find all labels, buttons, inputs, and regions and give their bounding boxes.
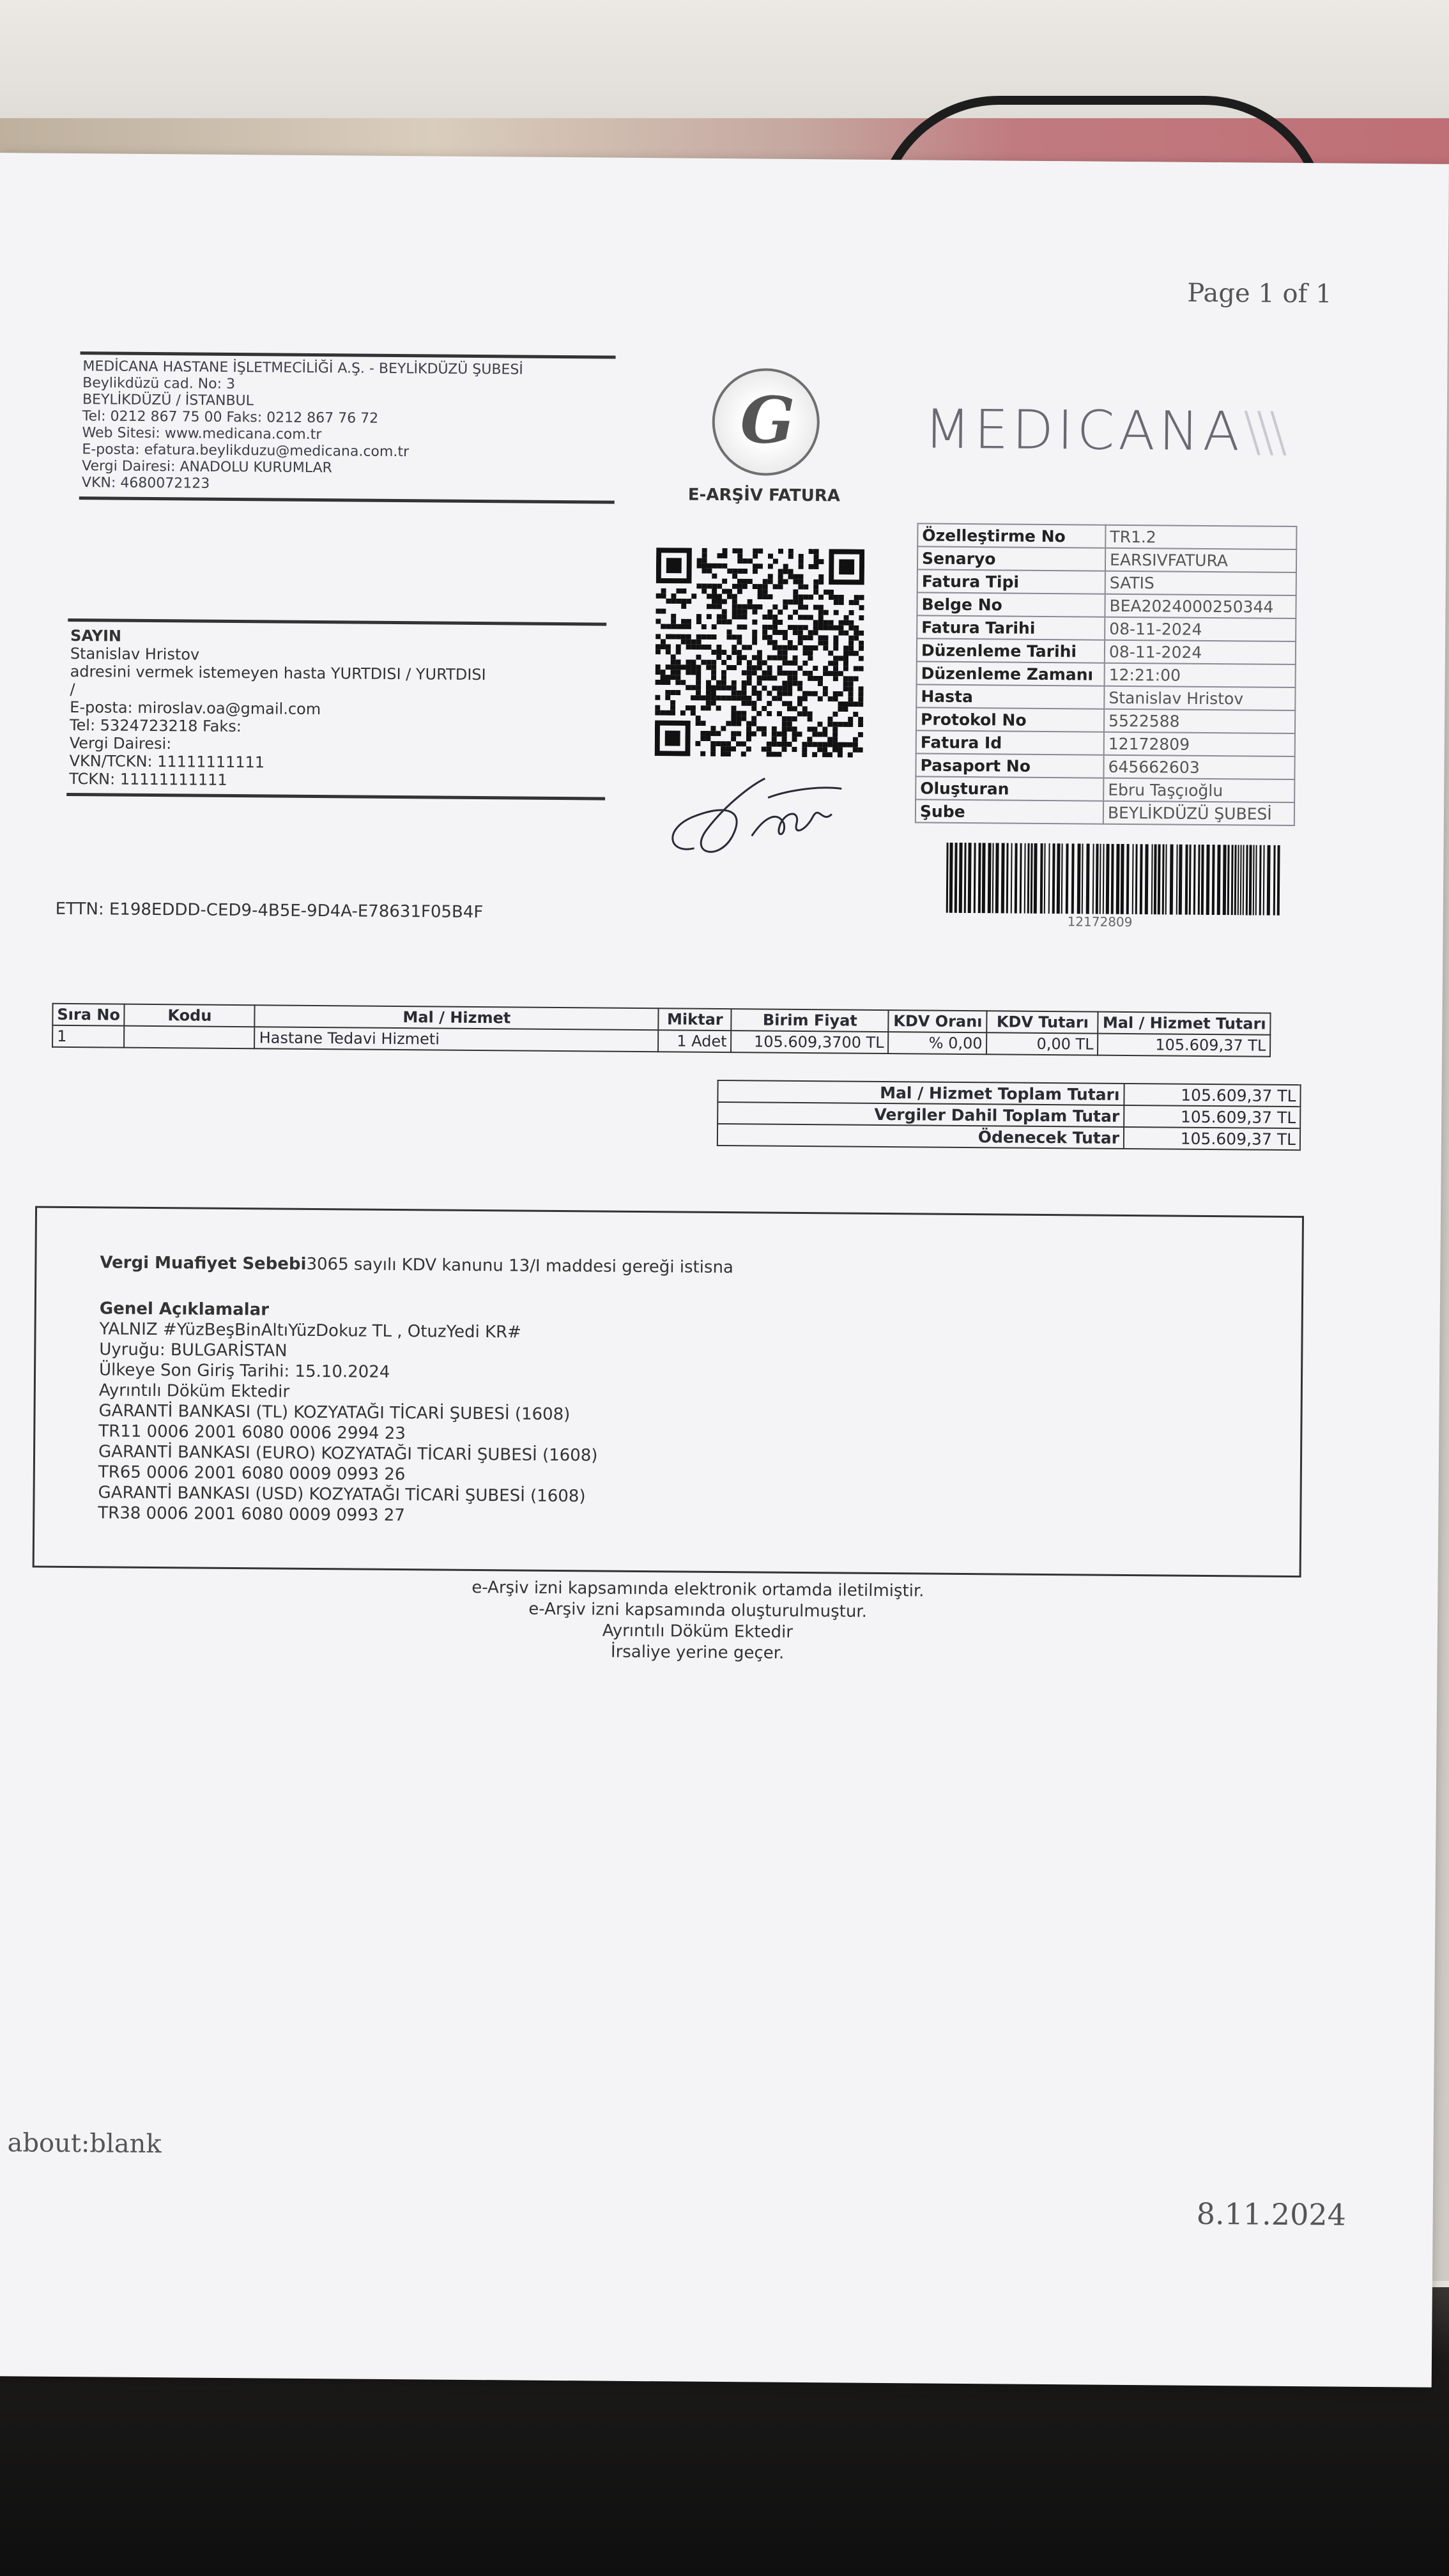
cell-kodu	[125, 1026, 255, 1049]
footer-line: İrsaliye yerine geçer.	[610, 1642, 785, 1663]
info-row	[916, 707, 1295, 733]
document-title: E-ARŞİV FATURA	[687, 485, 841, 506]
info-value: 5522588	[1104, 709, 1295, 733]
col-header: Miktar	[659, 1008, 732, 1031]
info-label: Hasta	[916, 684, 1104, 709]
info-row	[917, 661, 1296, 687]
info-value: 645662603	[1103, 755, 1294, 779]
note-line: TR38 0006 2001 6080 0009 0993 27	[98, 1503, 405, 1526]
info-label: Senaryo	[917, 546, 1105, 571]
print-date: 8.11.2024	[1196, 2196, 1347, 2232]
col-header: KDV Oranı	[889, 1010, 987, 1032]
col-header: Birim Fiyat	[732, 1009, 889, 1032]
note-line: Ayrıntılı Döküm Ektedir	[98, 1381, 290, 1402]
cell-miktar: 1 Adet	[658, 1030, 731, 1052]
note-line: YALNIZ #YüzBeşBinAltıYüzDokuz TL , OtuzYedi KR#	[99, 1319, 522, 1342]
info-label: Protokol No	[916, 707, 1104, 732]
barcode-number: 12172809	[1067, 914, 1133, 930]
col-header: KDV Tutarı	[987, 1011, 1098, 1033]
buyer-line: Stanislav Hristov	[70, 644, 200, 664]
qr-code-icon	[655, 548, 865, 758]
general-heading: Genel Açıklamalar	[99, 1299, 270, 1320]
info-label: Fatura Id	[916, 730, 1104, 755]
info-value: 12172809	[1104, 732, 1295, 756]
info-value: TR1.2	[1105, 525, 1296, 549]
issuer-line: Web Sitesi: www.medicana.com.tr	[82, 425, 322, 443]
totals-label: Vergiler Dahil Toplam Tutar	[717, 1102, 1124, 1127]
note-line: TR11 0006 2001 6080 0006 2994 23	[98, 1422, 406, 1444]
note-line: TR65 0006 2001 6080 0009 0993 26	[98, 1462, 406, 1485]
info-value: BEA2024000250344	[1105, 594, 1296, 618]
issuer-block	[79, 351, 616, 504]
info-row	[916, 730, 1295, 756]
totals-value: 105.609,37 TL	[1124, 1084, 1300, 1107]
info-row	[916, 799, 1294, 825]
info-row	[916, 684, 1295, 710]
info-row	[916, 776, 1294, 802]
ettn-code: ETTN: E198EDDD-CED9-4B5E-9D4A-E78631F05B4F	[55, 899, 484, 923]
info-row	[917, 523, 1296, 549]
info-value: 08-11-2024	[1105, 640, 1296, 664]
info-label: Düzenleme Zamanı	[917, 661, 1105, 686]
notes-block	[98, 1252, 733, 1528]
col-header: Sıra No	[52, 1004, 125, 1026]
info-row	[916, 753, 1294, 779]
note-line: Uyruğu: BULGARİSTAN	[99, 1340, 288, 1361]
note-line: Ülkeye Son Giriş Tarihi: 15.10.2024	[98, 1360, 390, 1382]
medicana-logo: MEDICANA\\\	[924, 397, 1283, 463]
cell-sira: 1	[52, 1025, 125, 1048]
buyer-line: VKN/TCKN: 11111111111	[69, 751, 265, 772]
totals-row	[717, 1124, 1300, 1150]
info-value: BEYLİKDÜZÜ ŞUBESİ	[1103, 801, 1294, 825]
invoice-info-table	[915, 523, 1298, 826]
issuer-line: Tel: 0212 867 75 00 Faks: 0212 867 76 72	[82, 408, 379, 427]
info-value: 08-11-2024	[1105, 617, 1296, 641]
info-label: Oluşturan	[916, 776, 1103, 801]
info-label: Düzenleme Tarihi	[917, 638, 1105, 663]
barcode-icon	[944, 843, 1283, 916]
info-value: Stanislav Hristov	[1104, 686, 1295, 710]
cell-birim-fiyat: 105.609,3700 TL	[731, 1031, 888, 1054]
note-line: GARANTİ BANKASI (EURO) KOZYATAĞI TİCARİ ŞUBESİ (1608)	[98, 1442, 598, 1466]
buyer-line: E-posta: miroslav.oa@gmail.com	[70, 698, 321, 719]
totals-label: Ödenecek Tutar	[717, 1124, 1124, 1149]
totals-label: Mal / Hizmet Toplam Tutarı	[717, 1080, 1124, 1105]
totals-value: 105.609,37 TL	[1124, 1127, 1300, 1150]
cell-tutar: 105.609,37 TL	[1098, 1034, 1270, 1057]
info-label: Özelleştirme No	[917, 523, 1105, 548]
col-header: Kodu	[125, 1004, 255, 1027]
cell-kdv-tutari: 0,00 TL	[986, 1032, 1098, 1055]
info-row	[917, 569, 1296, 595]
cell-kdv-orani: % 0,00	[888, 1032, 986, 1054]
exemption-label: Vergi Muafiyet Sebebi	[100, 1253, 307, 1274]
info-label: Belge No	[917, 592, 1105, 617]
buyer-line: Vergi Dairesi:	[69, 733, 172, 753]
gib-seal-icon: G	[712, 368, 820, 476]
info-row	[917, 638, 1296, 664]
info-value: SATIS	[1105, 571, 1296, 595]
page-number: Page 1 of 1	[1187, 278, 1332, 309]
buyer-line: TCKN: 11111111111	[69, 769, 227, 789]
issuer-line: Beylikdüzü cad. No: 3	[82, 375, 236, 392]
col-header: Mal / Hizmet Tutarı	[1098, 1012, 1271, 1035]
buyer-block	[66, 618, 606, 801]
totals-table	[717, 1080, 1301, 1151]
cell-mal-hizmet: Hastane Tedavi Hizmeti	[255, 1027, 659, 1052]
info-value: Ebru Taşçıoğlu	[1103, 778, 1294, 802]
totals-value: 105.609,37 TL	[1124, 1105, 1300, 1128]
exemption-text: 3065 sayılı KDV kanunu 13/I maddesi gereği istisna	[306, 1254, 734, 1278]
info-value: 12:21:00	[1105, 663, 1296, 687]
footer-notes	[346, 1576, 1050, 1666]
buyer-heading: SAYIN	[70, 626, 122, 645]
buyer-line: /	[70, 680, 75, 699]
invoice-paper	[0, 153, 1449, 2388]
info-label: Pasaport No	[916, 753, 1103, 778]
issuer-line: MEDİCANA HASTANE İŞLETMECİLİĞİ A.Ş. - BEYLİKDÜZÜ ŞUBESİ	[82, 358, 523, 378]
footer-line: Ayrıntılı Döküm Ektedir	[602, 1621, 793, 1642]
footer-line: e-Arşiv izni kapsamında oluşturulmuştur.	[528, 1599, 868, 1621]
issuer-line: BEYLİKDÜZÜ / İSTANBUL	[82, 392, 254, 410]
footer-line: e-Arşiv izni kapsamında elektronik ortamda iletilmiştir.	[471, 1577, 924, 1601]
buyer-line: Tel: 5324723218 Faks:	[69, 716, 241, 736]
issuer-line: E-posta: efatura.beylikduzu@medicana.com.tr	[82, 441, 410, 461]
info-row	[917, 546, 1296, 572]
items-table	[52, 1003, 1271, 1057]
col-header: Mal / Hizmet	[255, 1005, 659, 1030]
info-value: EARSIVFATURA	[1105, 548, 1296, 572]
info-label: Şube	[916, 799, 1103, 824]
note-line: GARANTİ BANKASI (USD) KOZYATAĞI TİCARİ ŞUBESİ (1608)	[98, 1483, 586, 1506]
info-label: Fatura Tarihi	[917, 615, 1105, 640]
issuer-line: Vergi Dairesi: ANADOLU KURUMLAR	[82, 458, 332, 477]
info-row	[917, 592, 1296, 618]
info-label: Fatura Tipi	[917, 569, 1105, 594]
signature-icon	[656, 758, 848, 868]
issuer-line: VKN: 4680072123	[81, 475, 210, 492]
note-line: GARANTİ BANKASI (TL) KOZYATAĞI TİCARİ ŞUBESİ (1608)	[98, 1401, 571, 1425]
buyer-line: adresini vermek istemeyen hasta YURTDISI / YURTDISI	[70, 662, 486, 684]
info-row	[917, 615, 1296, 641]
print-url: about:blank	[7, 2128, 162, 2159]
